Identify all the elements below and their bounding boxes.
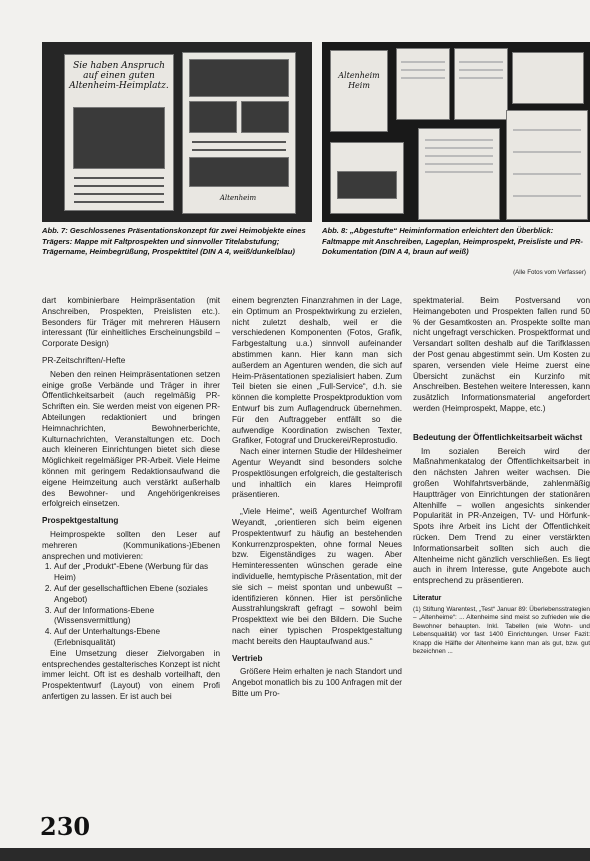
list-item: 3. Auf der Informations-Ebene (Wissensvermittlung) xyxy=(54,606,220,628)
list-item: 1. Auf der „Produkt“-Ebene (Werbung für das Heim) xyxy=(54,562,220,584)
page-number: 230 xyxy=(40,812,91,841)
brochure-page-photo-1 xyxy=(189,59,289,97)
paragraph: spektmaterial. Beim Postversand von Heimangeboten und Prospekten fallen rund 50 % der Gesamtkosten an. Prospekte sollte man nicht ungefragt verschicken. Prospektformat und Versandart sollten deshalb auf die Tarifklassen der Post genau abgestimmt sein. Um Kosten zu sparen, versenden viele Heime zuerst eine Übersicht zunächst ein Kurzinfo mit Anschreiben. Bestehen weitere Interessen, kann zusätzlich Informationsmaterial angefordert werden (Heimprospekt, Mappe, etc.) xyxy=(413,296,590,413)
literature-section xyxy=(413,595,590,657)
photo-credit: (Alle Fotos vom Verfasser) xyxy=(513,269,586,276)
sheet-price-list xyxy=(418,128,500,220)
folder-back-photo xyxy=(337,171,397,199)
list-item: 4. Auf der Unterhaltungs-Ebene (Erlebnisqualität) xyxy=(54,627,220,649)
literature-text: (1) Stiftung Warentest, „Test“ Januar 89: Überlebensstrategien – „Altenheime“: ... Altenheime sind meist so zufrieden wie die Bewohner behaupten. Inkl. Tabellen (wie Wohn- und Lebensqualität) vor fast 1400 Einrichtungen. Unser Fazit: Knapp die Hälfte der Altenheime kann man als gut, bzw. gut bezeichnen ... xyxy=(413,605,590,656)
sheet-1 xyxy=(396,48,450,120)
paragraph: „Viele Heime“, weiß Agenturchef Wolfram Weyandt, „orientieren sich beim eigenen Prospektentwurf zu häufig an bestehenden Konkurrenzprospekten, ohne formal Neues bzw. Eigenständiges zu wagen. Aber Heminteressenten wünschen gerade eine individuelle, hemtypische Präsentation, mit der sie sich – meist spontan und unbewußt – identifizieren können. Hier ist persönliche Ausstrahlungskraft gefragt – sowohl beim Prospekttext wie bei den Bildern. Die Suche nach einer typischen Prospektgestaltung macht bereits den Hauptaufwand aus.“ xyxy=(232,507,402,646)
paragraph: Größere Heim erhalten je nach Standort und Angebot monatlich bis zu 100 Anfragen mit der Bitte um Pro- xyxy=(232,667,402,698)
sheet-2 xyxy=(454,48,508,120)
text-column-1 xyxy=(42,296,220,703)
brochure-pages xyxy=(182,52,296,214)
photo-right xyxy=(322,42,590,222)
folder-script-logo: Altenheim Heim xyxy=(338,71,380,90)
text-column-2 xyxy=(232,296,402,700)
text-column-3 xyxy=(413,296,590,657)
brochure-headline: Sie haben Anspruch auf einen guten Altenheim-Heimplatz. xyxy=(69,61,169,91)
paragraph: Im sozialen Bereich wird der Maßnahmenkatalog der Öffentlichkeitsarbeit in den nächsten Jahren weiter wachsen. Die großen Wohlfahrtsverbände, zahlenmäßig Hauptträger von Einrichtungen der stationären Altenhilfe – wollen angesichts sinkender Popularität in PR-Anzeigen, TV- und Hörfunk-Spots ihre Arbeit ins Licht der Öffentlichkeit rücken. Dem Trend zu einer verstärkten Informationsarbeit sollten sich auch die Altenheime nicht gänzlich verschließen. Es liegt auch in ihrem Interesse, gute Angebote auch entsprechend zu präsentieren. xyxy=(413,446,590,586)
subheading: Prospektgestaltung xyxy=(42,516,119,526)
paragraph: einem begrenzten Finanzrahmen in der Lage, ein Optimum an Prospektwirkung zu erzielen, nicht zuletzt deshalb, weil er die verschiedenen Komponenten (Fotos, Grafik, Farbgestaltung u.a.) sinnvoll aufeinander abstimmen kann. Hier kann man sich außerdem an Agenturen wenden, die sich auf Heim-Präsentationen spezialisiert haben. Zum Teil bieten sie einen „Full-Service“, d.h. sie können die komplette Prospektproduktion vom Entwurf bis zum Auflagendruck übernehmen. Für den Auftraggeber entfällt so die aufwendige Koordination zwischen Texter, Grafiker, Fotograf und Druckerei/Reprostudio. xyxy=(232,296,402,446)
folder-cover xyxy=(330,50,388,132)
brochure-page-photo-3 xyxy=(241,101,289,133)
literature-heading: Literatur xyxy=(413,594,442,602)
sheet-3 xyxy=(512,52,584,104)
brochure-cover xyxy=(64,54,174,211)
paragraph: Nach einer internen Studie der Hildesheimer Agentur Weyandt sind besonders solche Prospektlösungen erfolgreich, die gestalterisch und inhaltlich ein klares Heimprofil präsentieren. xyxy=(232,447,402,500)
ordered-list xyxy=(42,562,220,648)
paragraph: Eine Umsetzung dieser Zielvorgaben in entsprechendes gestalterisches Konzept ist nicht immer leicht. Oft ist es deshalb vorteilhaft, den Prospektentwurf (Layout) von einem Profi anfertigen zu lassen. Er ist auch bei xyxy=(42,648,220,701)
subheading: Bedeutung der Öffentlichkeitsarbeit wächst xyxy=(413,432,583,442)
paragraph: dart kombinierbare Heimpräsentation (mit Anschreiben, Prospekten, Preislisten etc.). Besonders für Träger mit mehreren Häusern interessant (für einheitliches Erscheinungsbild – Corporate Design) xyxy=(42,296,220,349)
bottom-scan-edge xyxy=(0,848,590,861)
caption-fig-7: Abb. 7: Geschlossenes Präsentationskonzept für zwei Heimobjekte eines Trägers: Mappe mit Faltprospekten und sinnvoller Titelabstufung; Trägername, Heimbegrüßung, Prospekttitel (DIN A 4, weiß/dunkelblau) xyxy=(42,226,306,256)
brochure-logo: Altenheim xyxy=(219,194,257,202)
folder-back xyxy=(330,142,404,214)
brochure-photo xyxy=(73,107,165,169)
brochure-page-photo-4 xyxy=(189,157,289,187)
subheading: PR-Zeitschriften/-Hefte xyxy=(42,355,126,365)
subheading: Vertrieb xyxy=(232,653,263,663)
photo-left xyxy=(42,42,312,222)
list-item: 2. Auf der gesellschaftlichen Ebene (soziales Angebot) xyxy=(54,584,220,606)
paragraph: Neben den reinen Heimpräsentationen setzen einige große Verbände und Träger in ihrer Öffentlichkeitsarbeit (auch regelmäßig PR-Schriften ein. Sie werden meist von eigenen PR-Abteilungen redaktioniert und bringen Heimnachrichten, Bewohnerberichte, Kulturnachrichten, Veranstaltungen etc. Doch auch kleineren Einrichtungen bietet sich diese Möglichkeit regelmäßiger PR-Arbeit. Viele Heime können mit geringem Redaktionsaufwand die eigene Heimzeitung auch verstärkt außerhalb des Bewohner- und Angehörigenkreises erfolgreich einsetzen. xyxy=(42,369,220,509)
caption-fig-8: Abb. 8: „Abgestufte“ Heiminformation erleichtert den Überblick: Faltmappe mit Anschreiben, Lageplan, Heimprospekt, Preisliste und PR-Dokumentation (DIN A 4, braun auf weiß) xyxy=(322,226,583,256)
paragraph: Heimprospekte sollten den Leser auf mehreren (Kommunikations-)Ebenen ansprechen und motivieren: xyxy=(42,529,220,561)
brochure-page-photo-2 xyxy=(189,101,237,133)
sheet-map xyxy=(506,110,588,220)
